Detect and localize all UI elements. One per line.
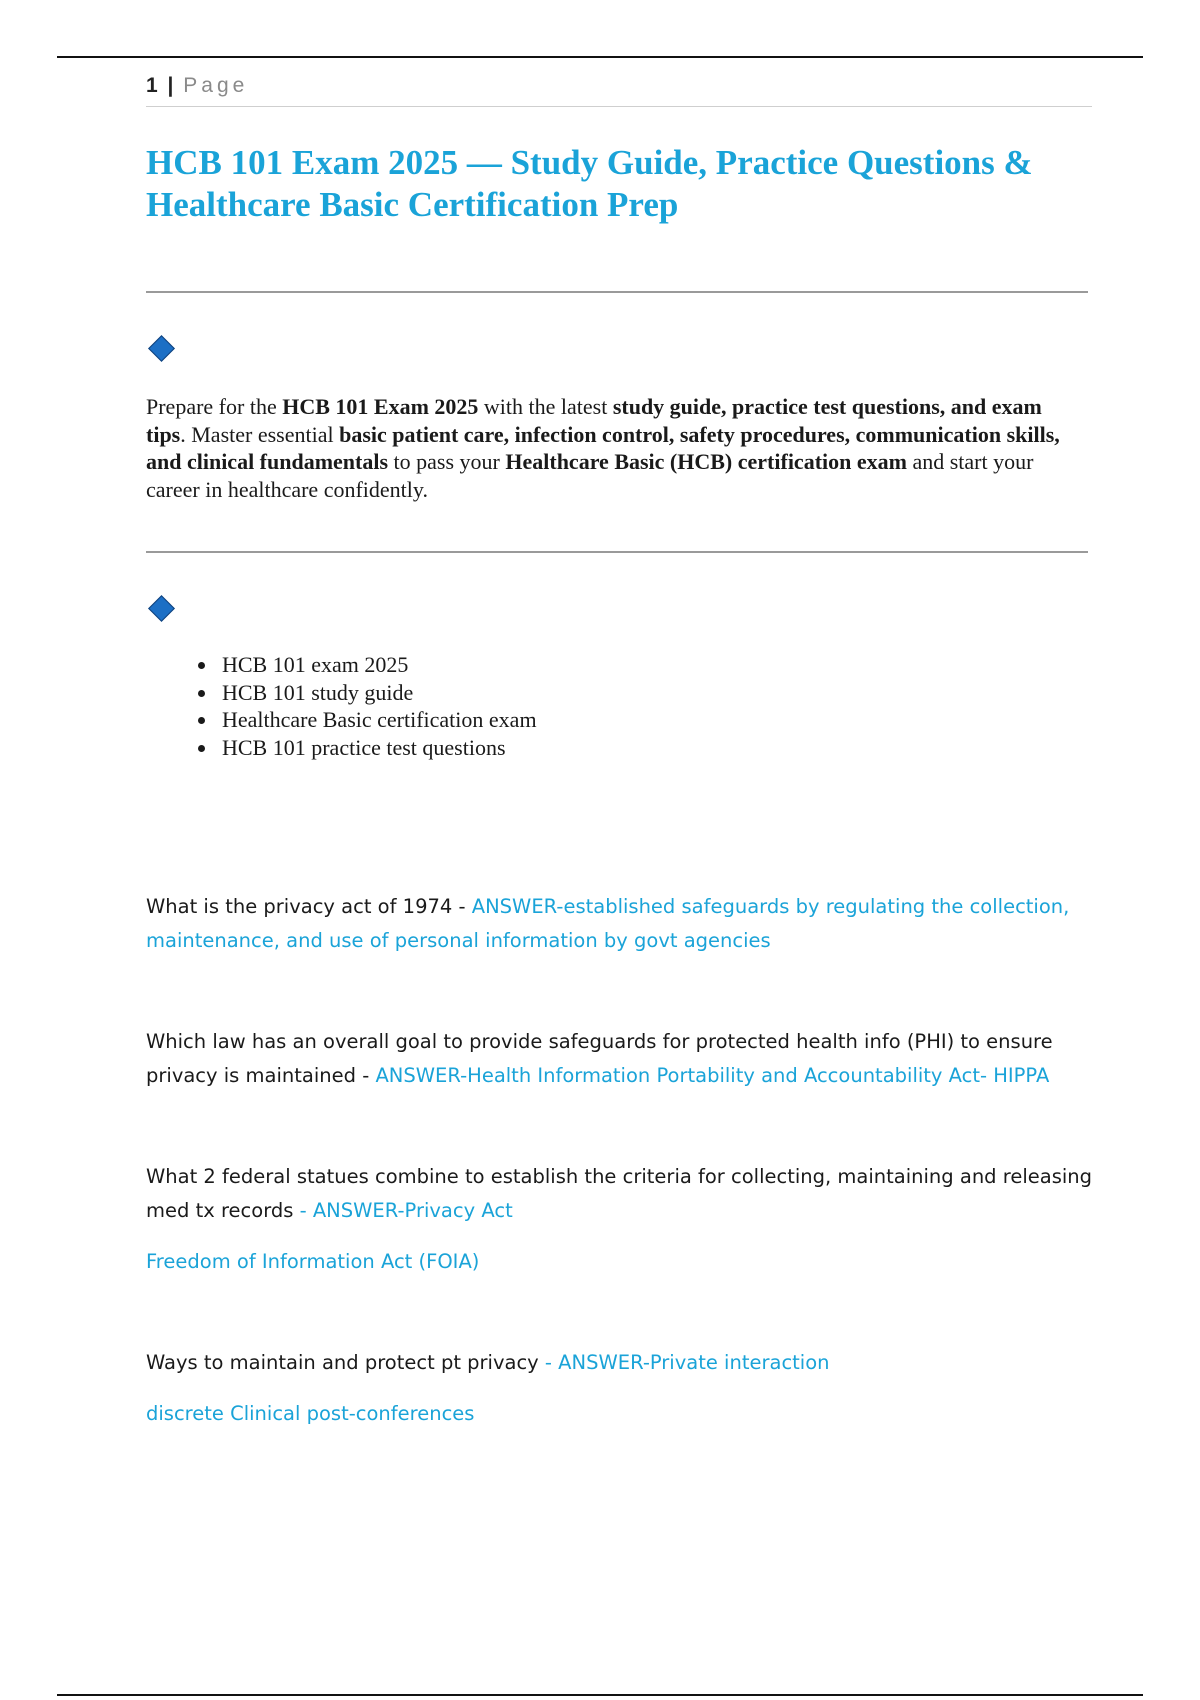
page-number: 1 xyxy=(146,74,158,97)
qa-item xyxy=(146,1160,1096,1228)
intro-bold: Healthcare Basic (HCB) certification exam xyxy=(505,449,907,474)
intro-text: and start your career in healthcare confidently. xyxy=(146,449,1034,502)
intro-text: with the latest xyxy=(478,394,613,419)
answer-text: ANSWER-Health Information Portability and Accountability Act- HIPPA xyxy=(375,1064,1050,1087)
intro-bold: HCB 101 Exam 2025 xyxy=(282,394,479,419)
intro-text: . Master essential xyxy=(180,421,340,447)
intro-bold: study guide, practice test questions, and exam tips xyxy=(146,394,1042,447)
page-bottom-rule xyxy=(57,1694,1143,1696)
diamond-bullet-icon xyxy=(148,595,175,622)
document-title: HCB 101 Exam 2025 — Study Guide, Practice Questions & Healthcare Basic Certification Prep xyxy=(146,143,1033,224)
keyword-item: • HCB 101 practice test questions xyxy=(218,734,537,762)
keyword-list xyxy=(186,651,537,761)
page-word: Page xyxy=(183,74,249,97)
qa-answer-continuation xyxy=(146,1397,1096,1431)
page-top-rule xyxy=(57,56,1143,58)
keyword-item: • Healthcare Basic certification exam xyxy=(218,706,537,734)
answer-text: ANSWER-Private interaction xyxy=(558,1351,830,1374)
question-text: What 2 federal statues combine to establish the criteria for collecting, maintaining and releasing med tx records xyxy=(146,1165,1093,1222)
answer-separator: - xyxy=(452,895,472,918)
qa-answer-continuation xyxy=(146,1245,1096,1279)
question-text: Ways to maintain and protect pt privacy xyxy=(146,1351,539,1374)
divider-2 xyxy=(146,551,1088,553)
keyword-item: • HCB 101 study guide xyxy=(218,679,537,707)
qa-item xyxy=(146,1346,1096,1380)
page-separator: | xyxy=(167,74,174,97)
answer-text: ANSWER-Privacy Act xyxy=(312,1199,513,1222)
answer-separator: - xyxy=(356,1064,376,1087)
answer-text: Freedom of Information Act (FOIA) xyxy=(146,1250,480,1273)
question-text: What is the privacy act of 1974 xyxy=(146,895,453,918)
intro-paragraph xyxy=(146,393,1086,503)
divider-1 xyxy=(146,291,1088,293)
answer-separator: - xyxy=(293,1199,313,1222)
intro-text: Prepare for the xyxy=(146,394,283,419)
qa-item xyxy=(146,890,1096,958)
intro-text: to pass your xyxy=(388,449,506,474)
answer-text: discrete Clinical post-conferences xyxy=(146,1402,475,1425)
question-text: Which law has an overall goal to provide safeguards for protected health info (PHI) to ensure privacy is maintained xyxy=(146,1030,1053,1087)
answer-separator: - xyxy=(538,1351,559,1374)
intro-bold: basic patient care, infection control, safety procedures, communication skills, and clinical fundamentals xyxy=(146,421,1060,474)
page-header xyxy=(146,74,1092,107)
qa-item xyxy=(146,1025,1096,1093)
answer-text: ANSWER-established safeguards by regulating the collection, maintenance, and use of personal information by govt agencies xyxy=(146,895,1070,952)
diamond-bullet-icon xyxy=(148,335,175,362)
keyword-item: • HCB 101 exam 2025 xyxy=(218,651,537,679)
